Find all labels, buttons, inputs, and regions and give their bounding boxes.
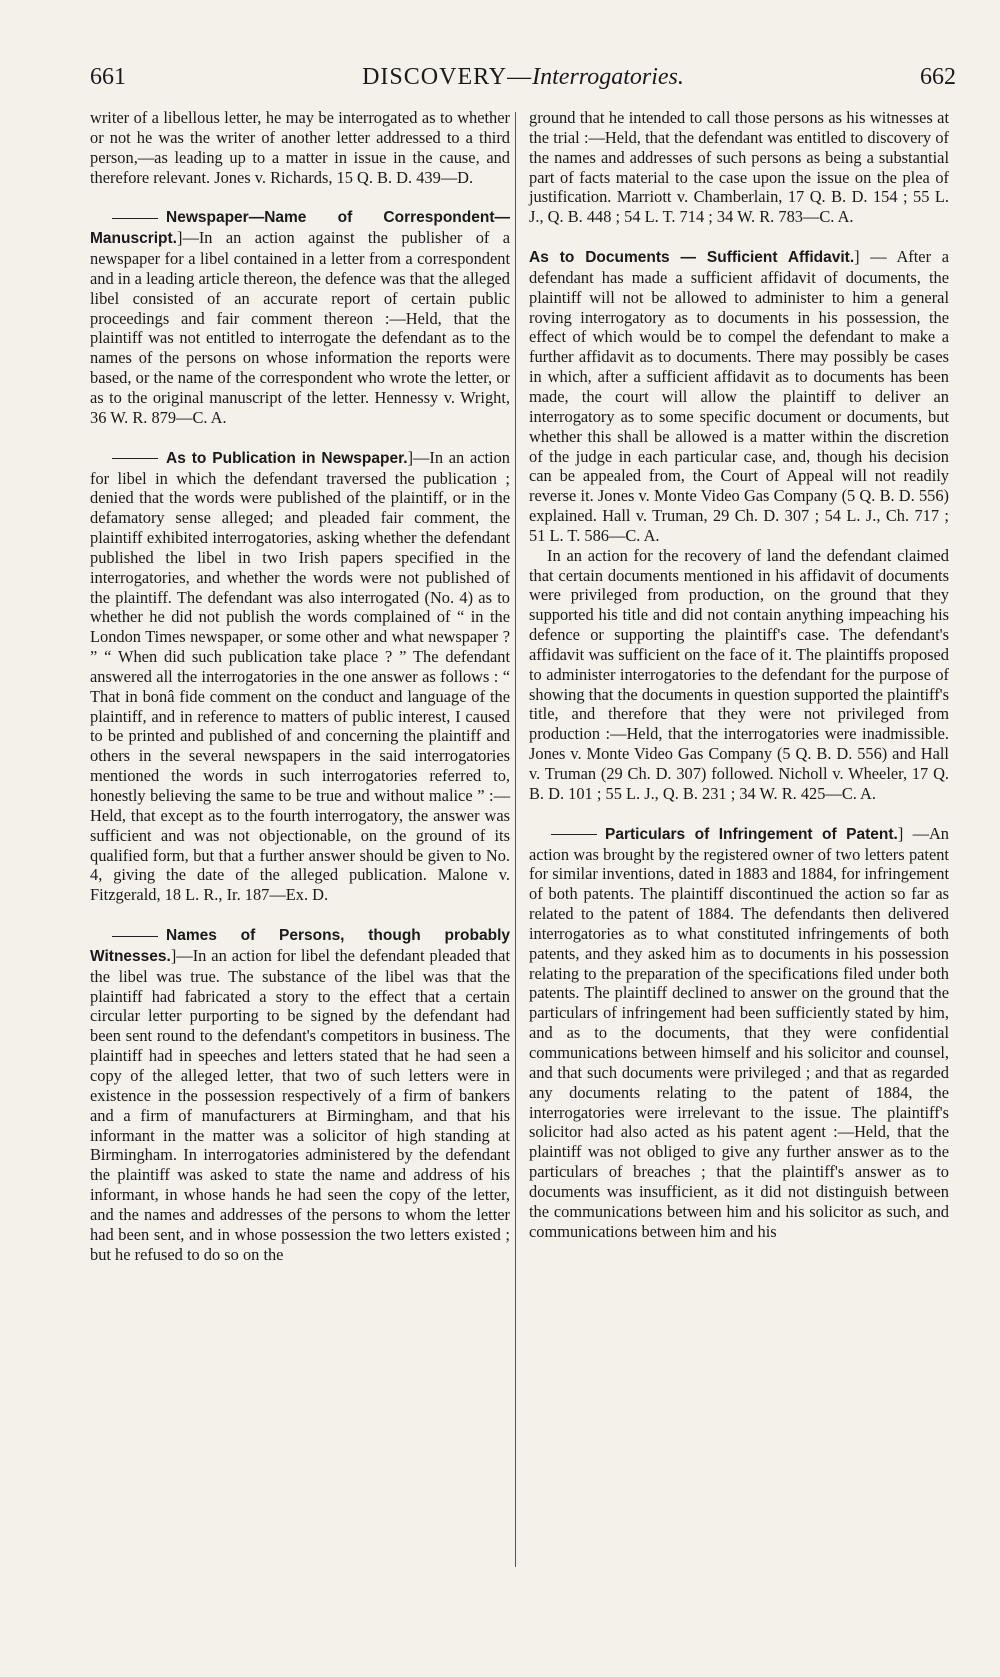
paragraph [90,925,510,1264]
section-heading: Particulars of Infringement of Patent. [605,825,898,843]
section-heading: Names of Persons, though probably Witnesses. [90,927,510,965]
section-heading: As to Documents — Sufficient Affidavit. [529,249,855,267]
paragraph-text: ]—In an action against the publisher of a newspaper for a libel contained in a letter from a correspondent and in a leading article thereon, the defence was that the alleged libel consisted of an accurate report of certain public proceedings and fair comment thereon :—Held, that the plaintiff was not entitled to interrogate the defendant as to the names of the persons on whose information the reports were based, or the name of the correspondent who wrote the letter, or as to the original manuscript of the letter. Hennessy v. Wright, 36 W. R. 879—C. A. [90,228,510,427]
page-number-left: 661 [90,64,126,90]
paragraph-text: ]—In an action for libel the defendant pleaded that the libel was true. The substance of the libel was that the plaintiff had fabricated a story to the effect that a certain circular letter purporting to be signed by the defendant had been sent round to the defendant's competitors in business. The plaintiff had in speeches and letters stated that he had seen a copy of the alleged letter, that two of such letters were in existence in the possession respectively of a firm of bankers and a firm of manufacturers at Birmingham, and that his informant in the matter was a solicitor of high standing at Birmingham. In interrogatories administered by the defendant the plaintiff was asked to state the name and address of his informant, in whose hands he had seen the copy of the letter, and the names and addresses of the persons to whom the letter had been sent, and in whose possession the two letters existed ; but he refused to do so on the [90,945,510,1264]
running-title [90,64,956,91]
paragraph-text: ] — After a defendant has made a sufficient affidavit of documents, the plaintiff will not be allowed to administer to him a general roving interrogatory as to documents in his possession, the effect of which would be to compel the defendant to make a further affidavit as to documents. There may possibly be cases in which, after a sufficient affidavit as to documents has been made, the court will allow the plaintiff to deliver an interrogatory as to some specific document or documents, but whether this shall be allowed is a matter within the discretion of the judge in each particular case, and, though his decision can be appealed from, the Court of Appeal will not readily reverse it. Jones v. Monte Video Gas Company (5 Q. B. D. 556) explained. Hall v. Truman, 29 Ch. D. 307 ; 54 L. J., Ch. 717 ; 51 L. T. 586—C. A. [529,247,949,545]
right-column [529,108,949,1241]
paragraph-text: ] —An action was brought by the registered owner of two letters patent for similar inventions, dated in 1883 and 1884, for infringement of both patents. The plaintiff discontinued the action so far as related to the patent of 1884. The defendants then delivered interrogatories as to what constituted infringements of both patents, and they asked him as to documents in his possession relating to the preparation of the specifications filed under both patents. The plaintiff declined to answer on the ground that the particulars of infringement had been sufficiently stated by him, and as to the documents, that they were confidential communications between himself and his solicitor and counsel, and that such documents were privileged ; and that as regarded any documents relating to the patent of 1884, the interrogatories were irrelevant to the issue. The plaintiff's solicitor had also acted as his patent agent :—Held, that the plaintiff was not obliged to give any further answer as to the particulars of breaches ; that the plaintiff's answer as to documents was insufficient, as it did not distinguish between the communications between him and his solicitor as such, and communications between him and his [529,823,949,1241]
left-column [90,108,510,1264]
paragraph: writer of a libellous letter, he may be interrogated as to whether or not he was the writer of another letter addressed to a third person,—as leading up to a matter in issue in the cause, and therefore relevant. Jones v. Richards, 15 Q. B. D. 439—D. [90,108,510,187]
section-heading: Newspaper—Name of Correspondent—Manuscript. [90,209,510,248]
paragraph [529,824,949,1242]
paragraph-text: ]—In an action for libel in which the defendant traversed the publication ; denied that the words were published of the plaintiff, or in the defamatory sense alleged; and pleaded fair comment, the plaintiff exhibited interrogatories, asking whether the defendant published the libel in two Irish papers specified in the interrogatories, and whether the words were not published of the plaintiff. The defendant was also interrogated (No. 4) as to whether he did not publish the words complained of “ in the London Times newspaper, or some other and what newspaper ? ” “ When did such publication take place ? ” The defendant answered all the interrogatories in the one answer as follows : “ That in bonâ fide comment on the conduct and language of the plaintiff, and in reference to matters of public interest, I caused to be printed and published of and concerning the plaintiff and others in the several newspapers in the said interrogatories mentioned the words in such interrogatories referred to, honestly believing the same to be true and without malice ” :—Held, that except as to the fourth interrogatory, the answer was sufficient and was not objectionable, on the ground of its qualified form, but that a further answer should be given to No. 4, giving the date of the alleged publication. Malone v. Fitzgerald, 18 L. R., Ir. 187—Ex. D. [90,447,510,905]
section-heading: As to Publication in Newspaper. [166,449,408,467]
paragraph: In an action for the recovery of land the defendant claimed that certain documents mentioned in his affidavit of documents were privileged from production, on the ground that they supported his title and did not contain anything impeaching his defence or supporting the plaintiff's case. The defendant's affidavit was sufficient on the face of it. The plaintiffs proposed to administer interrogatories to the defendant for the purpose of showing that the documents in question supported the plaintiff's title, and therefore that they were not privileged from production :—Held, that the interrogatories were inadmissible. Jones v. Monte Video Gas Company (5 Q. B. D. 556) and Hall v. Truman (29 Ch. D. 307) followed. Nicholl v. Wheeler, 17 Q. B. D. 101 ; 55 L. J., Q. B. 231 ; 34 W. R. 425—C. A. [529,545,949,803]
em-rule [112,458,158,459]
paragraph [90,448,510,905]
em-rule [551,834,597,835]
em-rule [112,218,158,219]
column-divider [515,112,516,1567]
paragraph: ground that he intended to call those persons as his witnesses at the trial :—Held, that the defendant was entitled to discovery of the names and addresses of such persons as being a substantial part of facts material to the case upon the issue on the plea of justification. Marriott v. Chamberlain, 17 Q. B. D. 154 ; 55 L. J., Q. B. 448 ; 54 L. T. 714 ; 34 W. R. 783—C. A. [529,108,949,227]
running-title-italic: Interrogatories. [532,64,684,90]
page-number-right: 662 [920,64,956,90]
running-title-main: DISCOVERY— [362,64,533,90]
paragraph [529,247,949,546]
page-header [90,64,956,98]
paragraph [90,207,510,427]
em-rule [112,936,158,937]
